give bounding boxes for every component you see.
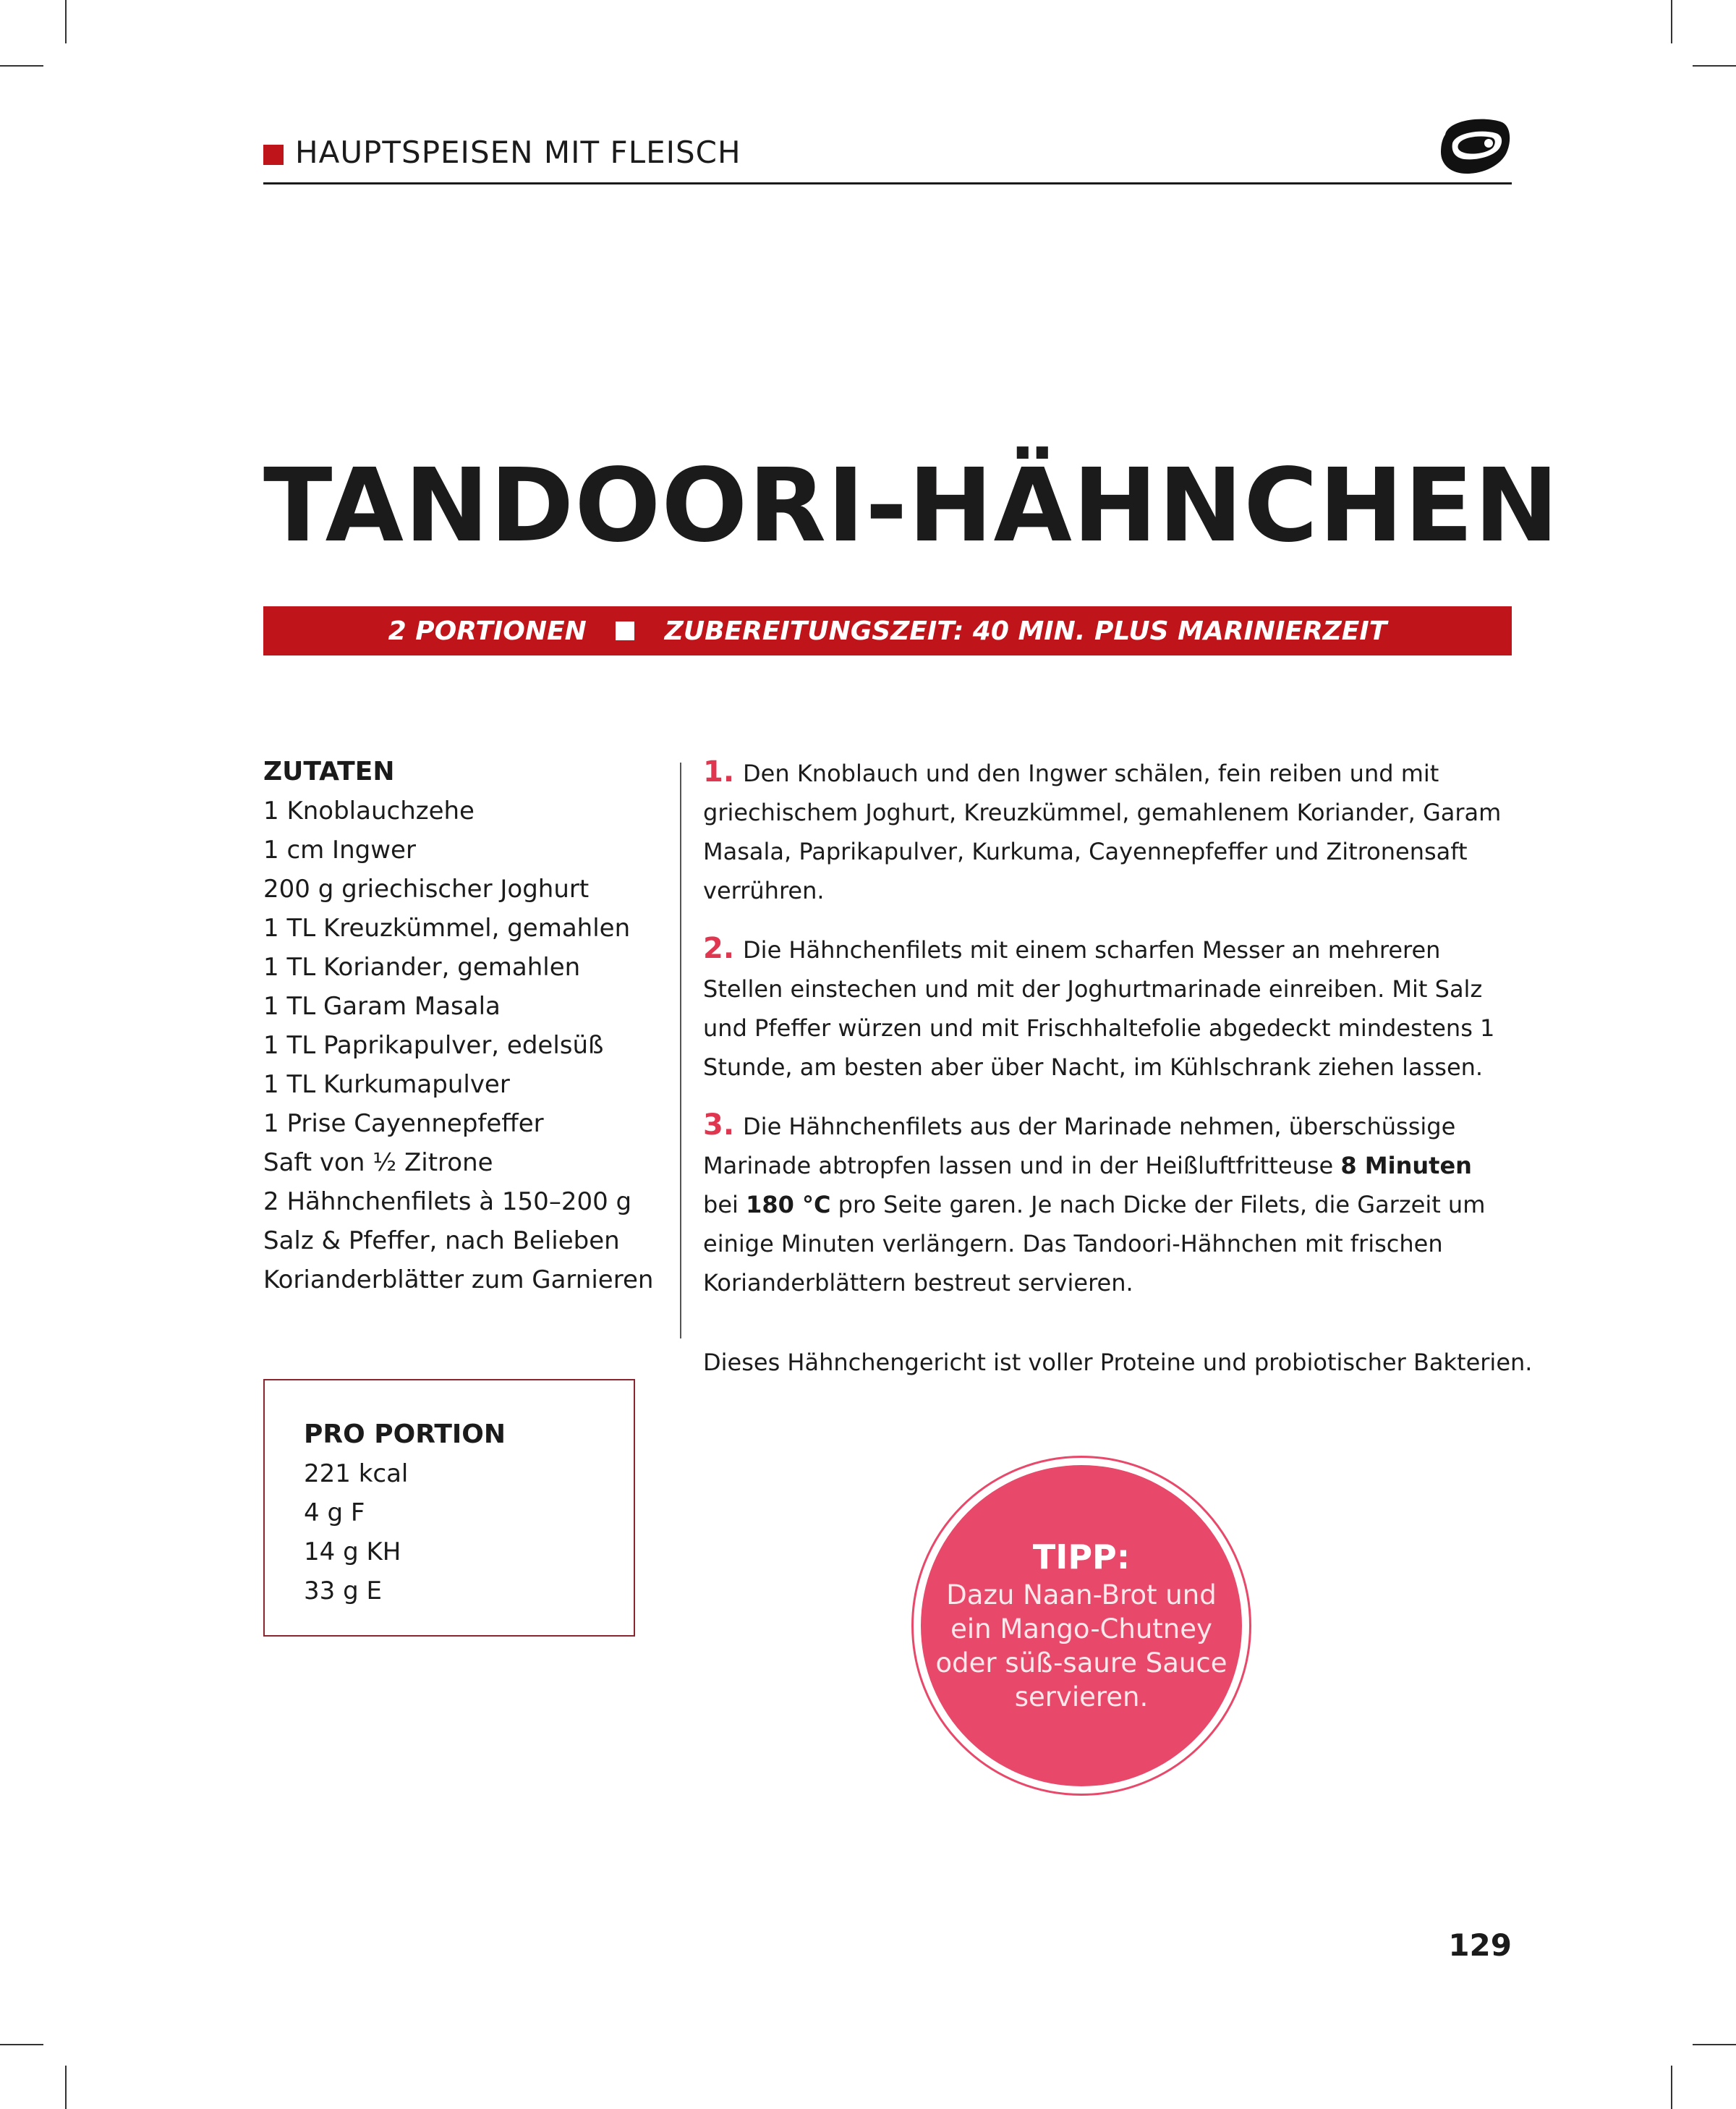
step-1	[703, 752, 1513, 910]
cook-time: 8 Minuten	[1340, 1152, 1472, 1179]
tip-line: oder süß-saure Sauce	[935, 1647, 1227, 1679]
nutrition-item: 221 kcal	[304, 1459, 409, 1488]
nutrition-box	[263, 1379, 635, 1637]
ingredient-item: Salz & Pfeffer, nach Belieben	[263, 1226, 620, 1255]
ingredient-item: 2 Hähnchenfilets à 150–200 g	[263, 1187, 632, 1216]
ingredient-item: 1 Knoblauchzehe	[263, 797, 475, 826]
step-text: pro Seite garen. Je nach Dicke der Filets, die Garzeit um einige Minuten verlängern. Das Tandoori-Hähnchen mit frischen Korianderblättern bestreut servieren.	[703, 1191, 1486, 1297]
crop-mark	[65, 2066, 67, 2109]
tip-line: servieren.	[1014, 1681, 1149, 1713]
step-3	[703, 1106, 1513, 1302]
ingredients-heading: ZUTATEN	[263, 757, 395, 786]
instructions-section	[703, 752, 1533, 1405]
ingredient-item: 1 cm Ingwer	[263, 836, 416, 865]
ingredient-item: 1 Prise Cayennepfeffer	[263, 1109, 544, 1138]
step-number: 1.	[703, 755, 735, 789]
crop-mark	[1671, 2066, 1672, 2109]
tip-line: ein Mango-Chutney	[950, 1613, 1212, 1645]
step-text: Die Hähnchenfilets mit einem scharfen Messer an mehreren Stellen einstechen und mit der Joghurtmarinade einreiben. Mit Salz und Pfeffer würzen und mit Frischhaltefolie abgedeckt mindestens 1 Stunde, am besten aber über Nacht, im Kühlschrank ziehen lassen.	[703, 936, 1495, 1081]
step-text: bei	[703, 1191, 739, 1218]
ingredient-item: 1 TL Kurkumapulver	[263, 1070, 510, 1099]
crop-mark	[1693, 65, 1736, 67]
ingredient-item: 1 TL Paprikapulver, edelsüß	[263, 1031, 604, 1060]
column-divider	[680, 763, 681, 1338]
tip-title: TIPP:	[1032, 1537, 1131, 1577]
crop-mark	[0, 2044, 43, 2045]
portions-label: 2 PORTIONEN	[388, 616, 587, 646]
nutrition-item: 4 g F	[304, 1498, 365, 1527]
tip-line: Dazu Naan-Brot und	[946, 1579, 1217, 1611]
section-label: HAUPTSPEISEN MIT FLEISCH	[295, 135, 741, 170]
page-number: 129	[1448, 1927, 1512, 1963]
banner-separator	[616, 621, 634, 640]
section-header	[263, 130, 1512, 184]
prep-time-label: ZUBEREITUNGSZEIT: 40 MIN. PLUS MARINIERZEIT	[664, 616, 1387, 646]
step-number: 3.	[703, 1108, 735, 1142]
ingredients-section	[263, 752, 668, 1299]
tip-text	[936, 1578, 1227, 1714]
ingredients-list	[263, 792, 668, 1299]
ingredient-item: 1 TL Kreuzkümmel, gemahlen	[263, 914, 631, 943]
ingredient-item: Korianderblätter zum Garnieren	[263, 1265, 654, 1294]
ingredient-item: 1 TL Garam Masala	[263, 992, 501, 1021]
nutrition-heading: PRO PORTION	[304, 1420, 506, 1449]
ingredient-item: Saft von ½ Zitrone	[263, 1148, 493, 1177]
step-number: 2.	[703, 932, 735, 965]
recipe-info-banner	[263, 606, 1512, 655]
crop-mark	[1671, 0, 1672, 43]
nutrition-item: 14 g KH	[304, 1537, 401, 1566]
step-2	[703, 929, 1513, 1087]
crop-mark	[1693, 2044, 1736, 2045]
ingredient-item: 200 g griechischer Joghurt	[263, 875, 590, 904]
crop-mark	[65, 0, 67, 43]
step-text: Den Knoblauch und den Ingwer schälen, fein reiben und mit griechischem Joghurt, Kreuzkümmel, gemahlenem Koriander, Garam Masala, Paprikapulver, Kurkuma, Cayennepfeffer und Zitronensaft verrühren.	[703, 760, 1502, 904]
ingredient-item: 1 TL Koriander, gemahlen	[263, 953, 581, 982]
nutrition-item: 33 g E	[304, 1577, 382, 1605]
step-text: Die Hähnchenfilets aus der Marinade nehmen, überschüssige Marinade abtropfen lassen und in der Heißluftfritteuse	[703, 1113, 1456, 1179]
crop-mark	[0, 65, 43, 67]
recipe-title: TANDOORI-HÄHNCHEN	[263, 447, 1560, 565]
meat-steak-icon	[1438, 114, 1512, 179]
tip-badge	[911, 1456, 1251, 1796]
recipe-note: Dieses Hähnchengericht ist voller Proteine und probiotischer Bakterien.	[703, 1349, 1533, 1376]
section-marker	[263, 145, 284, 165]
cook-temperature: 180 °C	[746, 1191, 831, 1218]
